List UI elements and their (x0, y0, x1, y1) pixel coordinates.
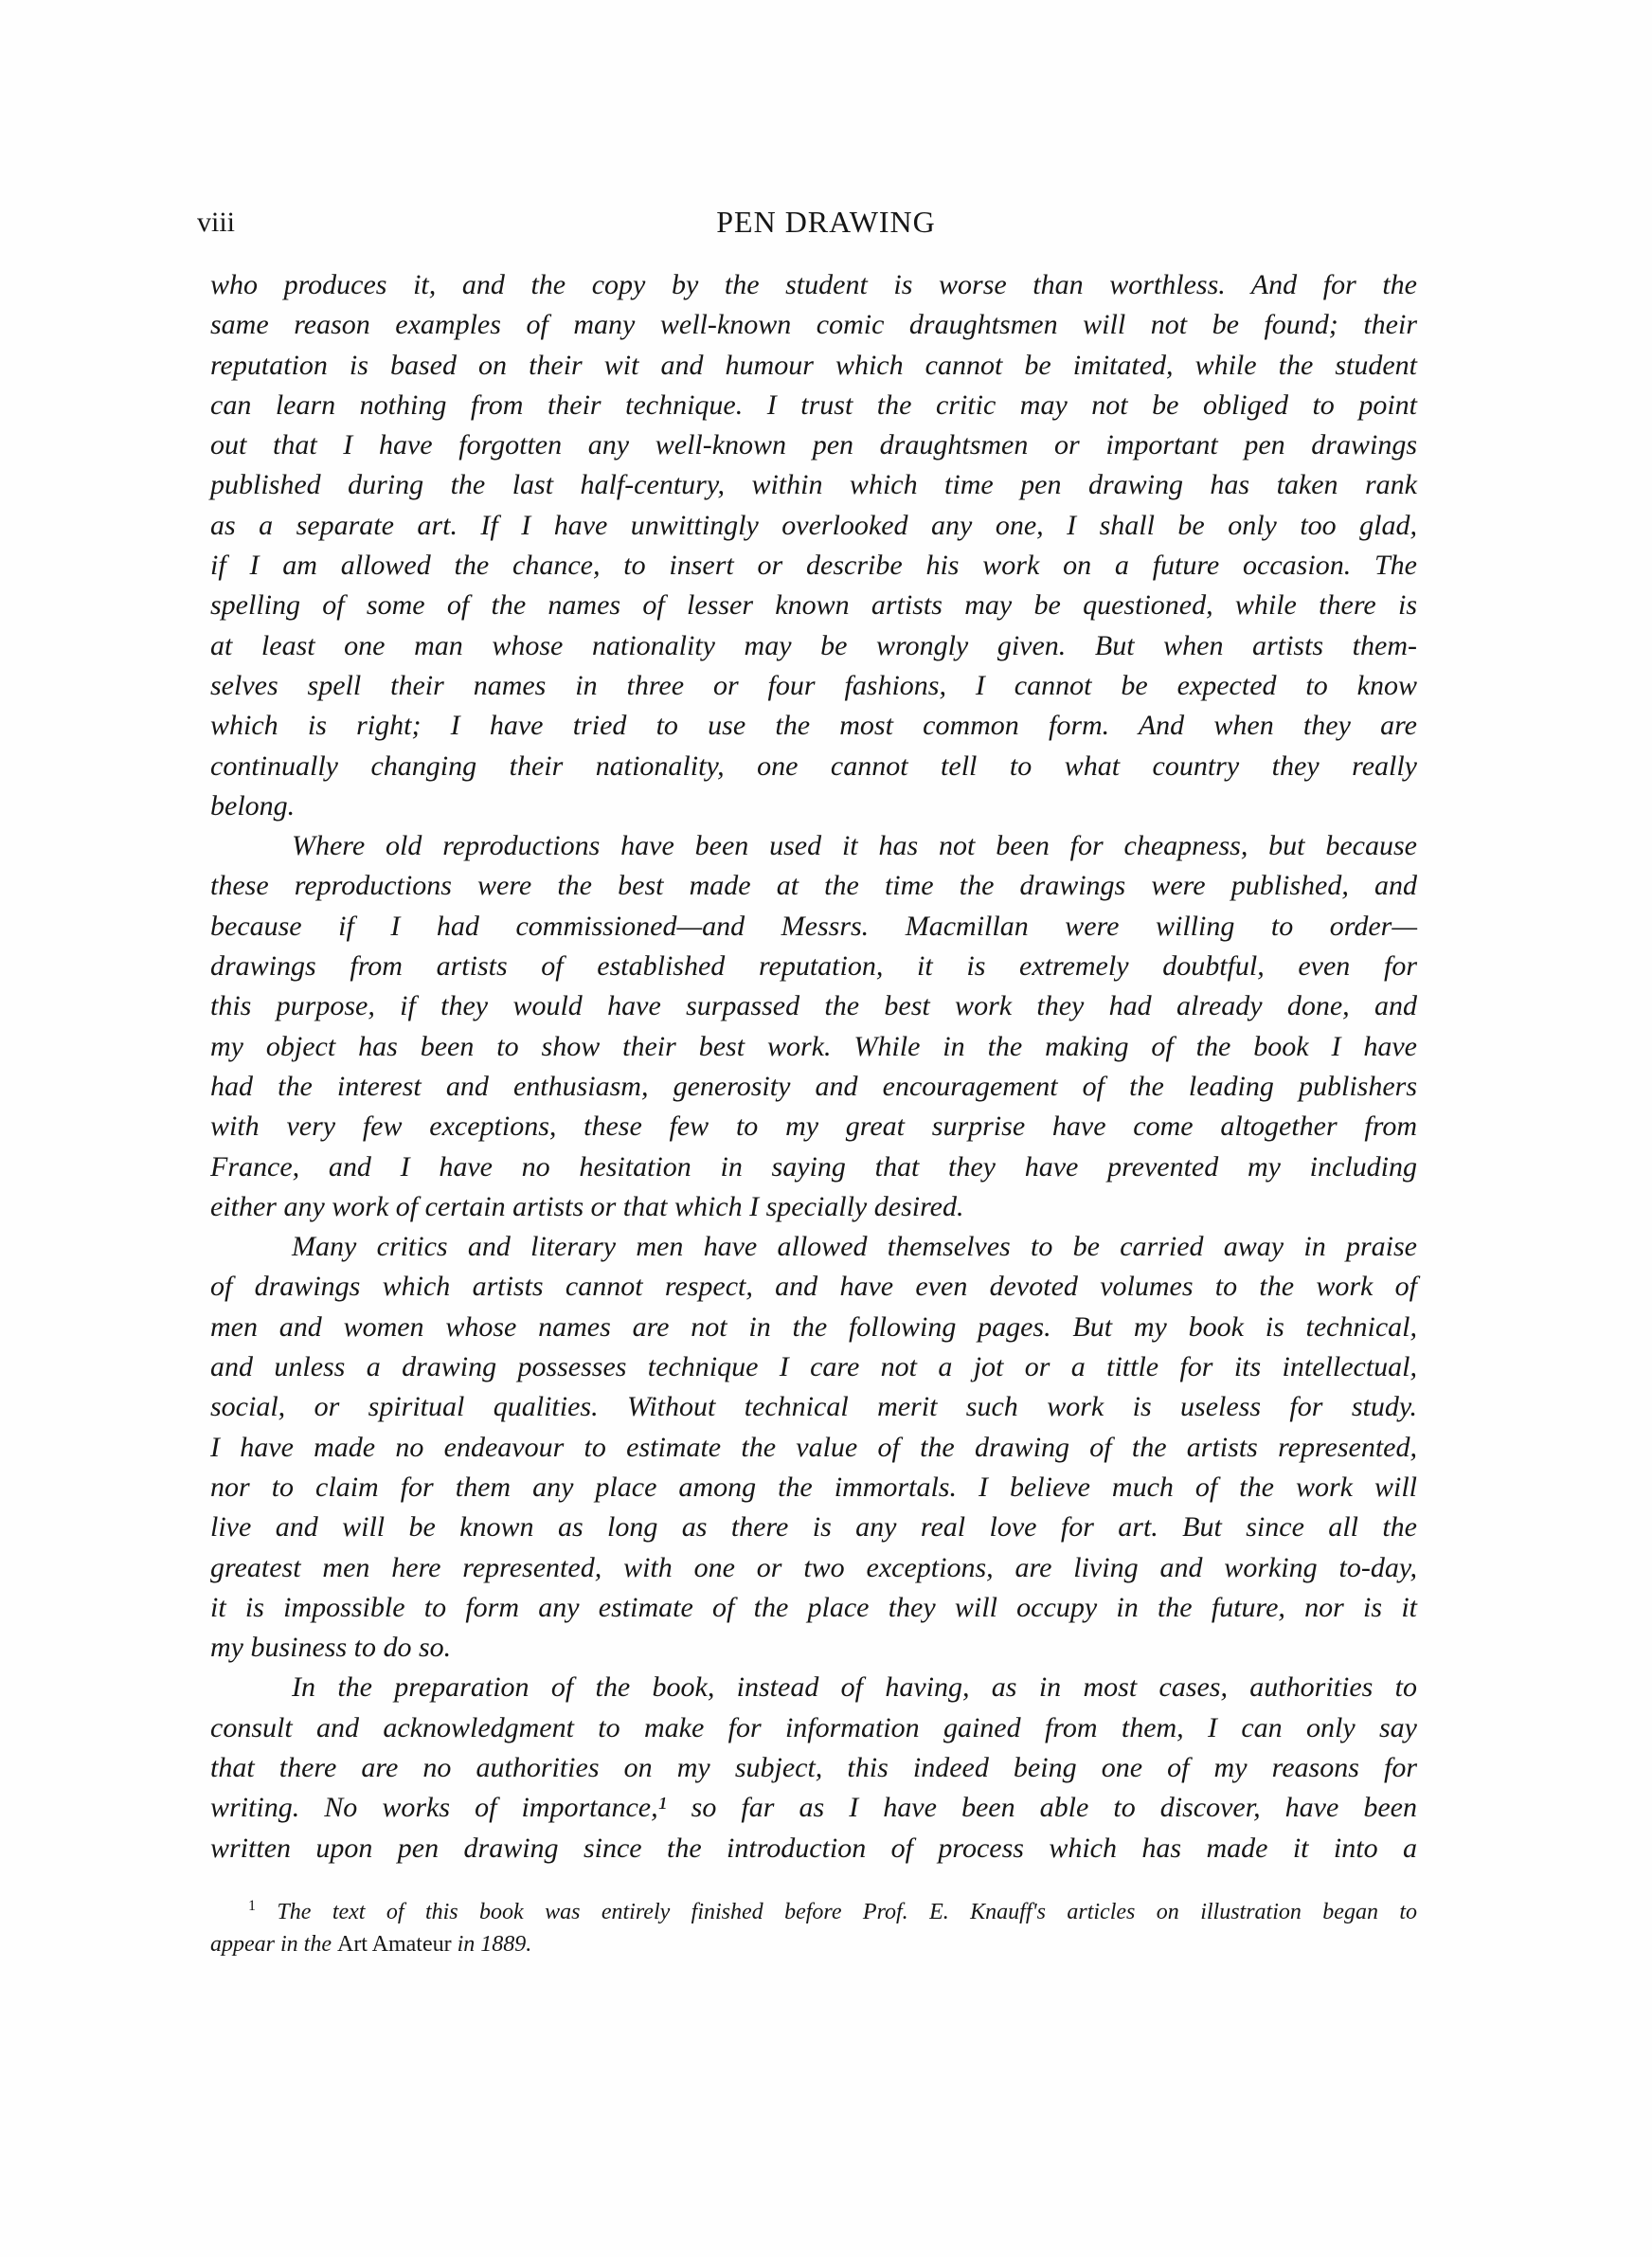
text-line: live and will be known as long as there is any real love for art. But since all the (210, 1511, 1417, 1544)
paragraph (210, 826, 1417, 1227)
text-line: my object has been to show their best work. While in the making of the book I have (210, 1030, 1417, 1062)
text-line: France, and I have no hesitation in saying that they have prevented my including (210, 1150, 1417, 1183)
page-number: viii (197, 207, 236, 238)
text-line: I have made no endeavour to estimate the value of the drawing of the artists represented, (210, 1431, 1417, 1463)
footnote-line (210, 1925, 1417, 1963)
paragraph (210, 265, 1417, 826)
text-line: these reproductions were the best made at the time the drawings were published, and (210, 870, 1417, 902)
text-line: that there are no authorities on my subject, this indeed being one of my reasons for (210, 1751, 1417, 1783)
text-line: belong. (210, 789, 296, 822)
text-line: at least one man whose nationality may be wrongly given. But when artists them- (210, 629, 1417, 661)
text-line: selves spell their names in three or four fashions, I cannot be expected to know (210, 669, 1417, 701)
text-line: In the preparation of the book, instead of having, as in most cases, authorities to (292, 1671, 1417, 1704)
text-line: with very few exceptions, these few to my great surprise have come altogether from (210, 1110, 1417, 1143)
footnote-marker: 1 (248, 1898, 256, 1914)
footnote (210, 1887, 1417, 1963)
footnote-line (210, 1887, 1417, 1925)
text-line: published during the last half-century, within which time pen drawing has taken rank (210, 469, 1417, 501)
text-line: as a separate art. If I have unwittingly overlooked any one, I shall be only too glad, (210, 509, 1417, 541)
paragraph (210, 1227, 1417, 1668)
text-line: greatest men here represented, with one or two exceptions, are living and working to-day, (210, 1551, 1417, 1583)
running-title: PEN DRAWING (716, 205, 936, 239)
text-line: men and women whose names are not in the following pages. But my book is technical, (210, 1310, 1417, 1343)
text-line: who produces it, and the copy by the student is worse than worthless. And for the (210, 269, 1417, 300)
text-line: either any work of certain artists or that which I specially desired. (210, 1190, 964, 1222)
text-line: same reason examples of many well-known comic draughtsmen will not be found; their (210, 309, 1417, 341)
text-line: out that I have forgotten any well-known pen draughtsmen or important pen drawings (210, 429, 1417, 461)
text-line: Many critics and literary men have allowed themselves to be carried away in praise (292, 1231, 1417, 1263)
text-line: of drawings which artists cannot respect, and have even devoted volumes to the work of (210, 1271, 1417, 1303)
journal-title: Art Amateur (336, 1932, 452, 1957)
text-line: spelling of some of the names of lesser known artists may be questioned, while there is (210, 589, 1417, 622)
text-line: my business to do so. (210, 1632, 452, 1664)
text-line: which is right; I have tried to use the most common form. And when they are (210, 710, 1417, 742)
text-line: because if I had commissioned—and Messrs. Macmillan were willing to order— (210, 910, 1417, 942)
text-line: can learn nothing from their technique. I trust the critic may not be obliged to point (210, 388, 1417, 421)
text-line: and unless a drawing possesses technique I care not a jot or a tittle for its intellectual, (210, 1351, 1417, 1383)
text-line: written upon pen drawing since the introduction of process which has made it into a (210, 1832, 1417, 1864)
text-line: this purpose, if they would have surpassed the best work they had already done, and (210, 990, 1417, 1022)
body-text (210, 265, 1417, 1869)
text-line: social, or spiritual qualities. Without technical merit such work is useless for study. (210, 1391, 1417, 1423)
text-line: had the interest and enthusiasm, generosity and encouragement of the leading publishers (210, 1070, 1417, 1102)
text-line: it is impossible to form any estimate of the place they will occupy in the future, nor is it (210, 1591, 1417, 1623)
text-line: nor to claim for them any place among the immortals. I believe much of the work will (210, 1471, 1417, 1503)
footnote-text: The text of this book was entirely finished before Prof. E. Knauff's articles on illustration began to (277, 1900, 1418, 1924)
footnote-text: appear in the (210, 1932, 337, 1957)
text-line: drawings from artists of established reputation, it is extremely doubtful, even for (210, 950, 1417, 983)
text-line: if I am allowed the chance, to insert or describe his work on a future occasion. The (210, 550, 1417, 582)
text-line: consult and acknowledgment to make for information gained from them, I can only say (210, 1711, 1417, 1743)
text-line: continually changing their nationality, one cannot tell to what country they really (210, 749, 1417, 782)
text-line: writing. No works of importance,¹ so far as I have been able to discover, have been (210, 1792, 1417, 1824)
paragraph (210, 1668, 1417, 1868)
footnote-text: in 1889. (451, 1932, 532, 1957)
text-line: Where old reproductions have been used it has not been for cheapness, but because (292, 830, 1417, 862)
text-line: reputation is based on their wit and humour which cannot be imitated, while the student (210, 349, 1417, 381)
